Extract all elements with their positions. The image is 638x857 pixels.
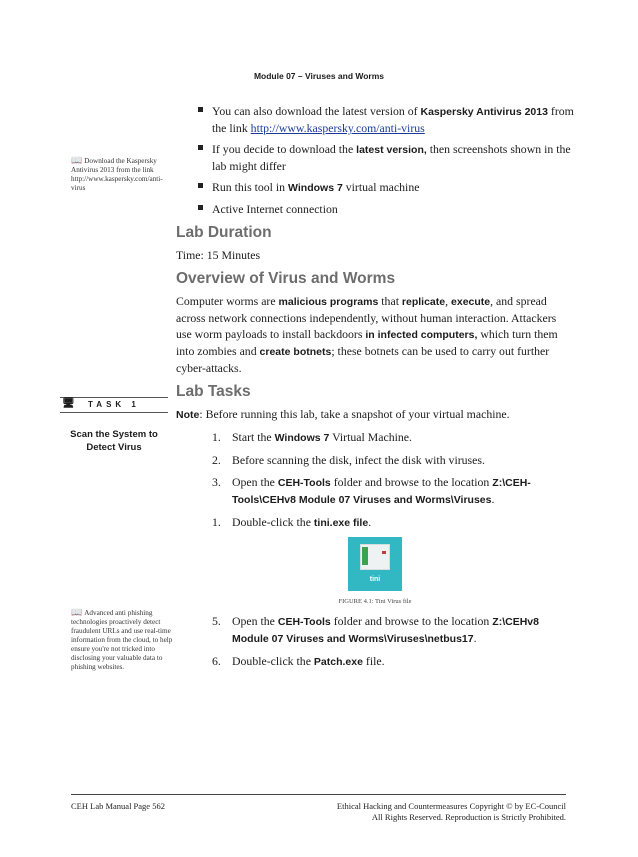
bold-path: Z:\CEH-Tools\CEHv8 Module 07 Viruses and Worms\Viruses	[232, 477, 531, 506]
note-label: Note	[176, 409, 200, 421]
text: Start the	[232, 430, 275, 444]
bold-text: create botnets	[259, 346, 332, 358]
sidenote-download	[71, 156, 173, 193]
text: Double-click the	[232, 654, 314, 668]
text: Before scanning the disk, infect the disk with viruses.	[232, 453, 485, 467]
copyright-line: Ethical Hacking and Countermeasures Copyright © by EC-Council	[336, 801, 566, 811]
main-content	[176, 103, 574, 676]
text: .	[473, 631, 477, 645]
step-number: 3.	[212, 475, 221, 489]
step-2	[176, 452, 574, 468]
book-icon: 📖	[71, 155, 83, 165]
step-4	[176, 514, 574, 531]
text: ,	[445, 294, 452, 308]
step-number: 1.	[212, 515, 221, 529]
step-number: 6.	[212, 654, 221, 668]
bold-text: latest version,	[356, 144, 427, 156]
bold-text: Windows 7	[274, 432, 330, 444]
bold-text: replicate	[401, 296, 446, 308]
step-1	[176, 429, 574, 446]
footer-page-label: CEH Lab Manual Page 562	[71, 801, 165, 811]
text: Computer worms are	[176, 294, 279, 308]
text: Virtual Machine.	[329, 430, 412, 444]
text: You can also download the latest version of	[212, 104, 421, 118]
bold-path: Z:\CEHv8 Module 07 Viruses and Worms\Viruses\netbus17	[232, 616, 539, 645]
note-text: : Before running this lab, take a snapshot of your virtual machine.	[199, 407, 510, 421]
bold-text: malicious programs	[278, 296, 379, 308]
bold-text: CEH-Tools	[277, 616, 331, 628]
step-number: 5.	[212, 614, 221, 628]
text: then screenshots shown in the lab might differ	[212, 142, 571, 173]
task-title: TASK 1	[88, 400, 140, 409]
text: that	[378, 294, 402, 308]
figure-tini	[176, 537, 574, 595]
text: folder and browse to the location	[330, 614, 493, 628]
text: Active Internet connection	[212, 202, 338, 216]
text: Double-click the	[232, 515, 314, 529]
task-label: Scan the System to Detect Virus	[70, 429, 158, 453]
bullet-marker	[198, 183, 203, 188]
thumb-label: tini	[369, 576, 381, 583]
page-header: Module 07 – Viruses and Worms	[253, 71, 385, 81]
bold-text: in infected computers,	[365, 329, 478, 341]
step-number: 2.	[212, 453, 221, 467]
text: Run this tool in	[212, 180, 289, 194]
step-3	[176, 474, 574, 508]
bullet-download-latest	[176, 103, 574, 136]
heading-lab-duration: Lab Duration	[176, 224, 272, 241]
task-monitor-icon: 🖥	[62, 398, 75, 409]
red-mark	[382, 551, 386, 554]
text: ; these botnets can be used to carry out further cyber-attacks.	[176, 344, 550, 375]
bullet-marker	[198, 107, 203, 112]
bullet-marker	[198, 145, 203, 150]
text: Open the	[232, 475, 278, 489]
figure-caption: FIGURE 4.1: Tini Virus file	[338, 598, 412, 605]
sidenote-download-text: Download the Kaspersky Antivirus 2013 from the link http://www.kaspersky.com/anti-virus	[71, 157, 163, 192]
bold-text: execute	[451, 296, 491, 308]
overview-paragraph	[176, 293, 574, 376]
note-paragraph	[176, 406, 574, 423]
bold-text: Windows 7	[288, 182, 343, 194]
sidenote-phishing	[71, 608, 173, 672]
bullet-run-tool	[176, 179, 574, 196]
tini-file-icon	[348, 537, 402, 591]
text: Open the	[232, 614, 278, 628]
book-icon: 📖	[71, 607, 83, 617]
text: .	[491, 492, 495, 506]
bullet-latest-version	[176, 141, 574, 174]
bold-text: Kaspersky Antivirus 2013	[420, 106, 548, 118]
text: If you decide to download the	[212, 142, 357, 156]
bold-text: CEH-Tools	[277, 477, 331, 489]
sidenote-phishing-text: Advanced anti phishing technologies proactively detect fraudulent URLs and use real-time information from the cloud, to help ensure you're not tricked into disclosing your valuable data to phishing websites.	[71, 609, 173, 671]
text: folder and browse to the location	[330, 475, 493, 489]
bold-text: Patch.exe	[313, 656, 363, 668]
text: from the link	[212, 104, 574, 135]
kaspersky-link[interactable]: http://www.kaspersky.com/anti-virus	[250, 121, 425, 135]
bold-text: tini.exe file	[313, 517, 369, 529]
text: file.	[362, 654, 385, 668]
footer-rule	[71, 794, 566, 795]
rights-line: All Rights Reserved. Reproduction is Strictly Prohibited.	[371, 812, 566, 822]
text: .	[368, 515, 372, 529]
heading-overview: Overview of Virus and Worms	[176, 270, 396, 287]
text: , and spread across network connections independently, without human interaction. Attackers use worm payloads to install backdoors	[176, 294, 557, 341]
bullet-marker	[198, 205, 203, 210]
lab-duration-text: Time: 15 Minutes	[176, 248, 261, 262]
footer-copyright	[300, 801, 566, 823]
text: virtual machine	[342, 180, 420, 194]
heading-lab-tasks: Lab Tasks	[176, 383, 251, 400]
step-5	[176, 613, 574, 647]
text: which turn them into zombies and	[176, 327, 558, 358]
green-bar	[362, 547, 368, 565]
step-number: 1.	[212, 430, 221, 444]
bullet-internet	[176, 201, 574, 217]
step-6	[176, 653, 574, 670]
task-box	[60, 397, 168, 413]
